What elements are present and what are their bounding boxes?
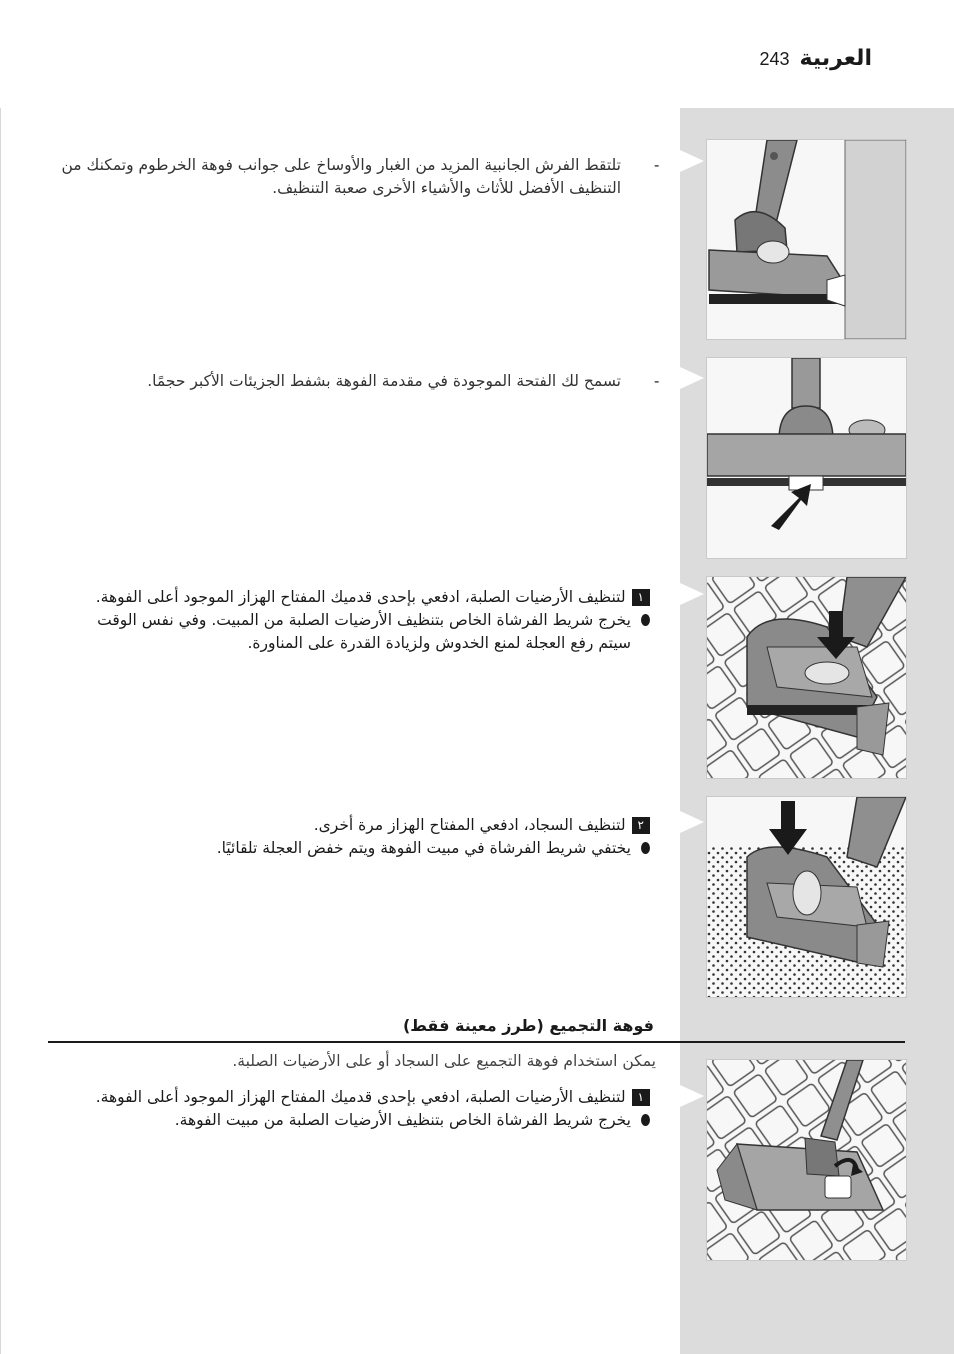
section-title: فوهة التجميع (طرز معينة فقط)	[402, 1016, 654, 1035]
pointer-arrow	[680, 1085, 704, 1107]
nozzle-hard-floor-pedal-illustration	[706, 576, 907, 779]
left-margin-rule	[0, 108, 1, 1354]
text-line: تلتقط الفرش الجانبية المزيد من الغبار والأوساخ على جوانب فوهة الخرطوم وتمكنك من	[61, 156, 621, 174]
page-number: 243	[759, 49, 790, 69]
list-dash: -	[654, 372, 660, 390]
language-title: العربية	[799, 46, 872, 71]
nozzle-front-opening-illustration	[706, 357, 907, 559]
bullet-text: يخرج شريط الفرشاة الخاص بتنظيف الأرضيات الصلبة من المبيت. وفي نفس الوقت	[97, 611, 631, 629]
nozzle-carpet-pedal-illustration	[706, 796, 907, 998]
bullet-line	[30, 609, 650, 632]
bullet-text: يختفي شريط الفرشاة في مبيت الفوهة ويتم خفض العجلة تلقائيًا.	[216, 839, 631, 857]
section-rule	[48, 1041, 905, 1043]
text-line: التنظيف الأفضل للأثاث والأشياء الأخرى صعبة التنظيف.	[272, 179, 621, 197]
bullet-text: يخرج شريط الفرشاة الخاص بتنظيف الأرضيات الصلبة من مبيت الفوهة.	[174, 1111, 631, 1129]
step-text: لتنظيف السجاد، ادفعي المفتاح الهزاز مرة أخرى.	[313, 816, 626, 834]
step-number-badge: ١	[632, 589, 650, 606]
step-line	[30, 586, 650, 609]
front-opening-text	[61, 370, 621, 393]
bullet-line	[30, 1109, 650, 1132]
list-dash: -	[654, 156, 660, 174]
step-carpet	[30, 814, 650, 860]
step-line	[30, 814, 650, 837]
step-line	[30, 1086, 650, 1109]
step-text: لتنظيف الأرضيات الصلبة، ادفعي بإحدى قدميك المفتاح الهزاز الموجود أعلى الفوهة.	[95, 1088, 626, 1106]
bullet-continuation: سيتم رفع العجلة لمنع الخدوش ولزيادة القدرة على المناورة.	[247, 634, 631, 652]
bullet-line	[30, 837, 650, 860]
step-combination-nozzle	[30, 1086, 650, 1132]
combination-nozzle-illustration	[706, 1059, 907, 1261]
text-line: تسمح لك الفتحة الموجودة في مقدمة الفوهة بشفط الجزيئات الأكبر حجمًا.	[147, 372, 621, 390]
bullet-dot	[641, 842, 650, 854]
pointer-arrow	[680, 367, 704, 389]
bullet-dot	[641, 614, 650, 626]
bullet-dot	[641, 1114, 650, 1126]
pointer-arrow	[680, 583, 704, 605]
side-brushes-text	[61, 154, 621, 200]
step-hard-floor	[30, 586, 650, 655]
section-intro: يمكن استخدام فوهة التجميع على السجاد أو على الأرضيات الصلبة.	[232, 1052, 656, 1070]
pointer-arrow	[680, 150, 704, 172]
pointer-arrow	[680, 811, 704, 833]
step-number-badge: ٢	[632, 817, 650, 834]
step-number-badge: ١	[632, 1089, 650, 1106]
nozzle-side-brushes-illustration	[706, 139, 907, 340]
page-header	[759, 46, 872, 71]
step-text: لتنظيف الأرضيات الصلبة، ادفعي بإحدى قدميك المفتاح الهزاز الموجود أعلى الفوهة.	[95, 588, 626, 606]
